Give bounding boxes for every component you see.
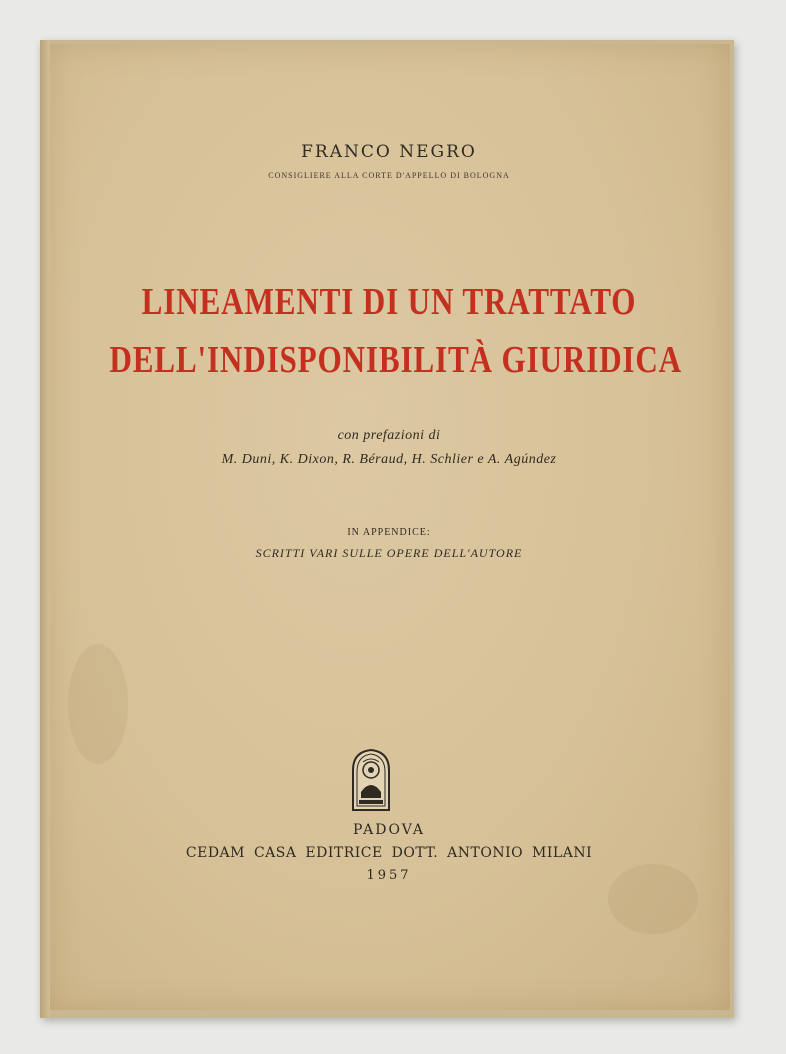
title-line-1: LINEAMENTI DI UN TRATTATO xyxy=(141,281,637,323)
preface-intro: con prefazioni di xyxy=(337,428,441,443)
paper-stain xyxy=(68,644,128,764)
appendix-label: IN APPENDICE: xyxy=(347,527,431,538)
title-line-2: DELL'INDISPONIBILITÀ GIURIDICA xyxy=(109,339,683,381)
publisher-name: CEDAM CASA EDITRICE DOTT. ANTONIO MILANI xyxy=(185,845,593,861)
author-name: FRANCO NEGRO xyxy=(301,142,477,162)
appendix-text: SCRITTI VARI SULLE OPERE DELL'AUTORE xyxy=(255,546,523,560)
preface-authors: M. Duni, K. Dixon, R. Béraud, H. Schlier e A. Agúndez xyxy=(221,452,557,467)
author-position: CONSIGLIERE ALLA CORTE D'APPELLO DI BOLOGNA xyxy=(268,171,510,180)
publication-year: 1957 xyxy=(366,868,412,883)
publisher-city: PADOVA xyxy=(353,822,425,838)
publisher-seal-icon xyxy=(349,748,393,812)
